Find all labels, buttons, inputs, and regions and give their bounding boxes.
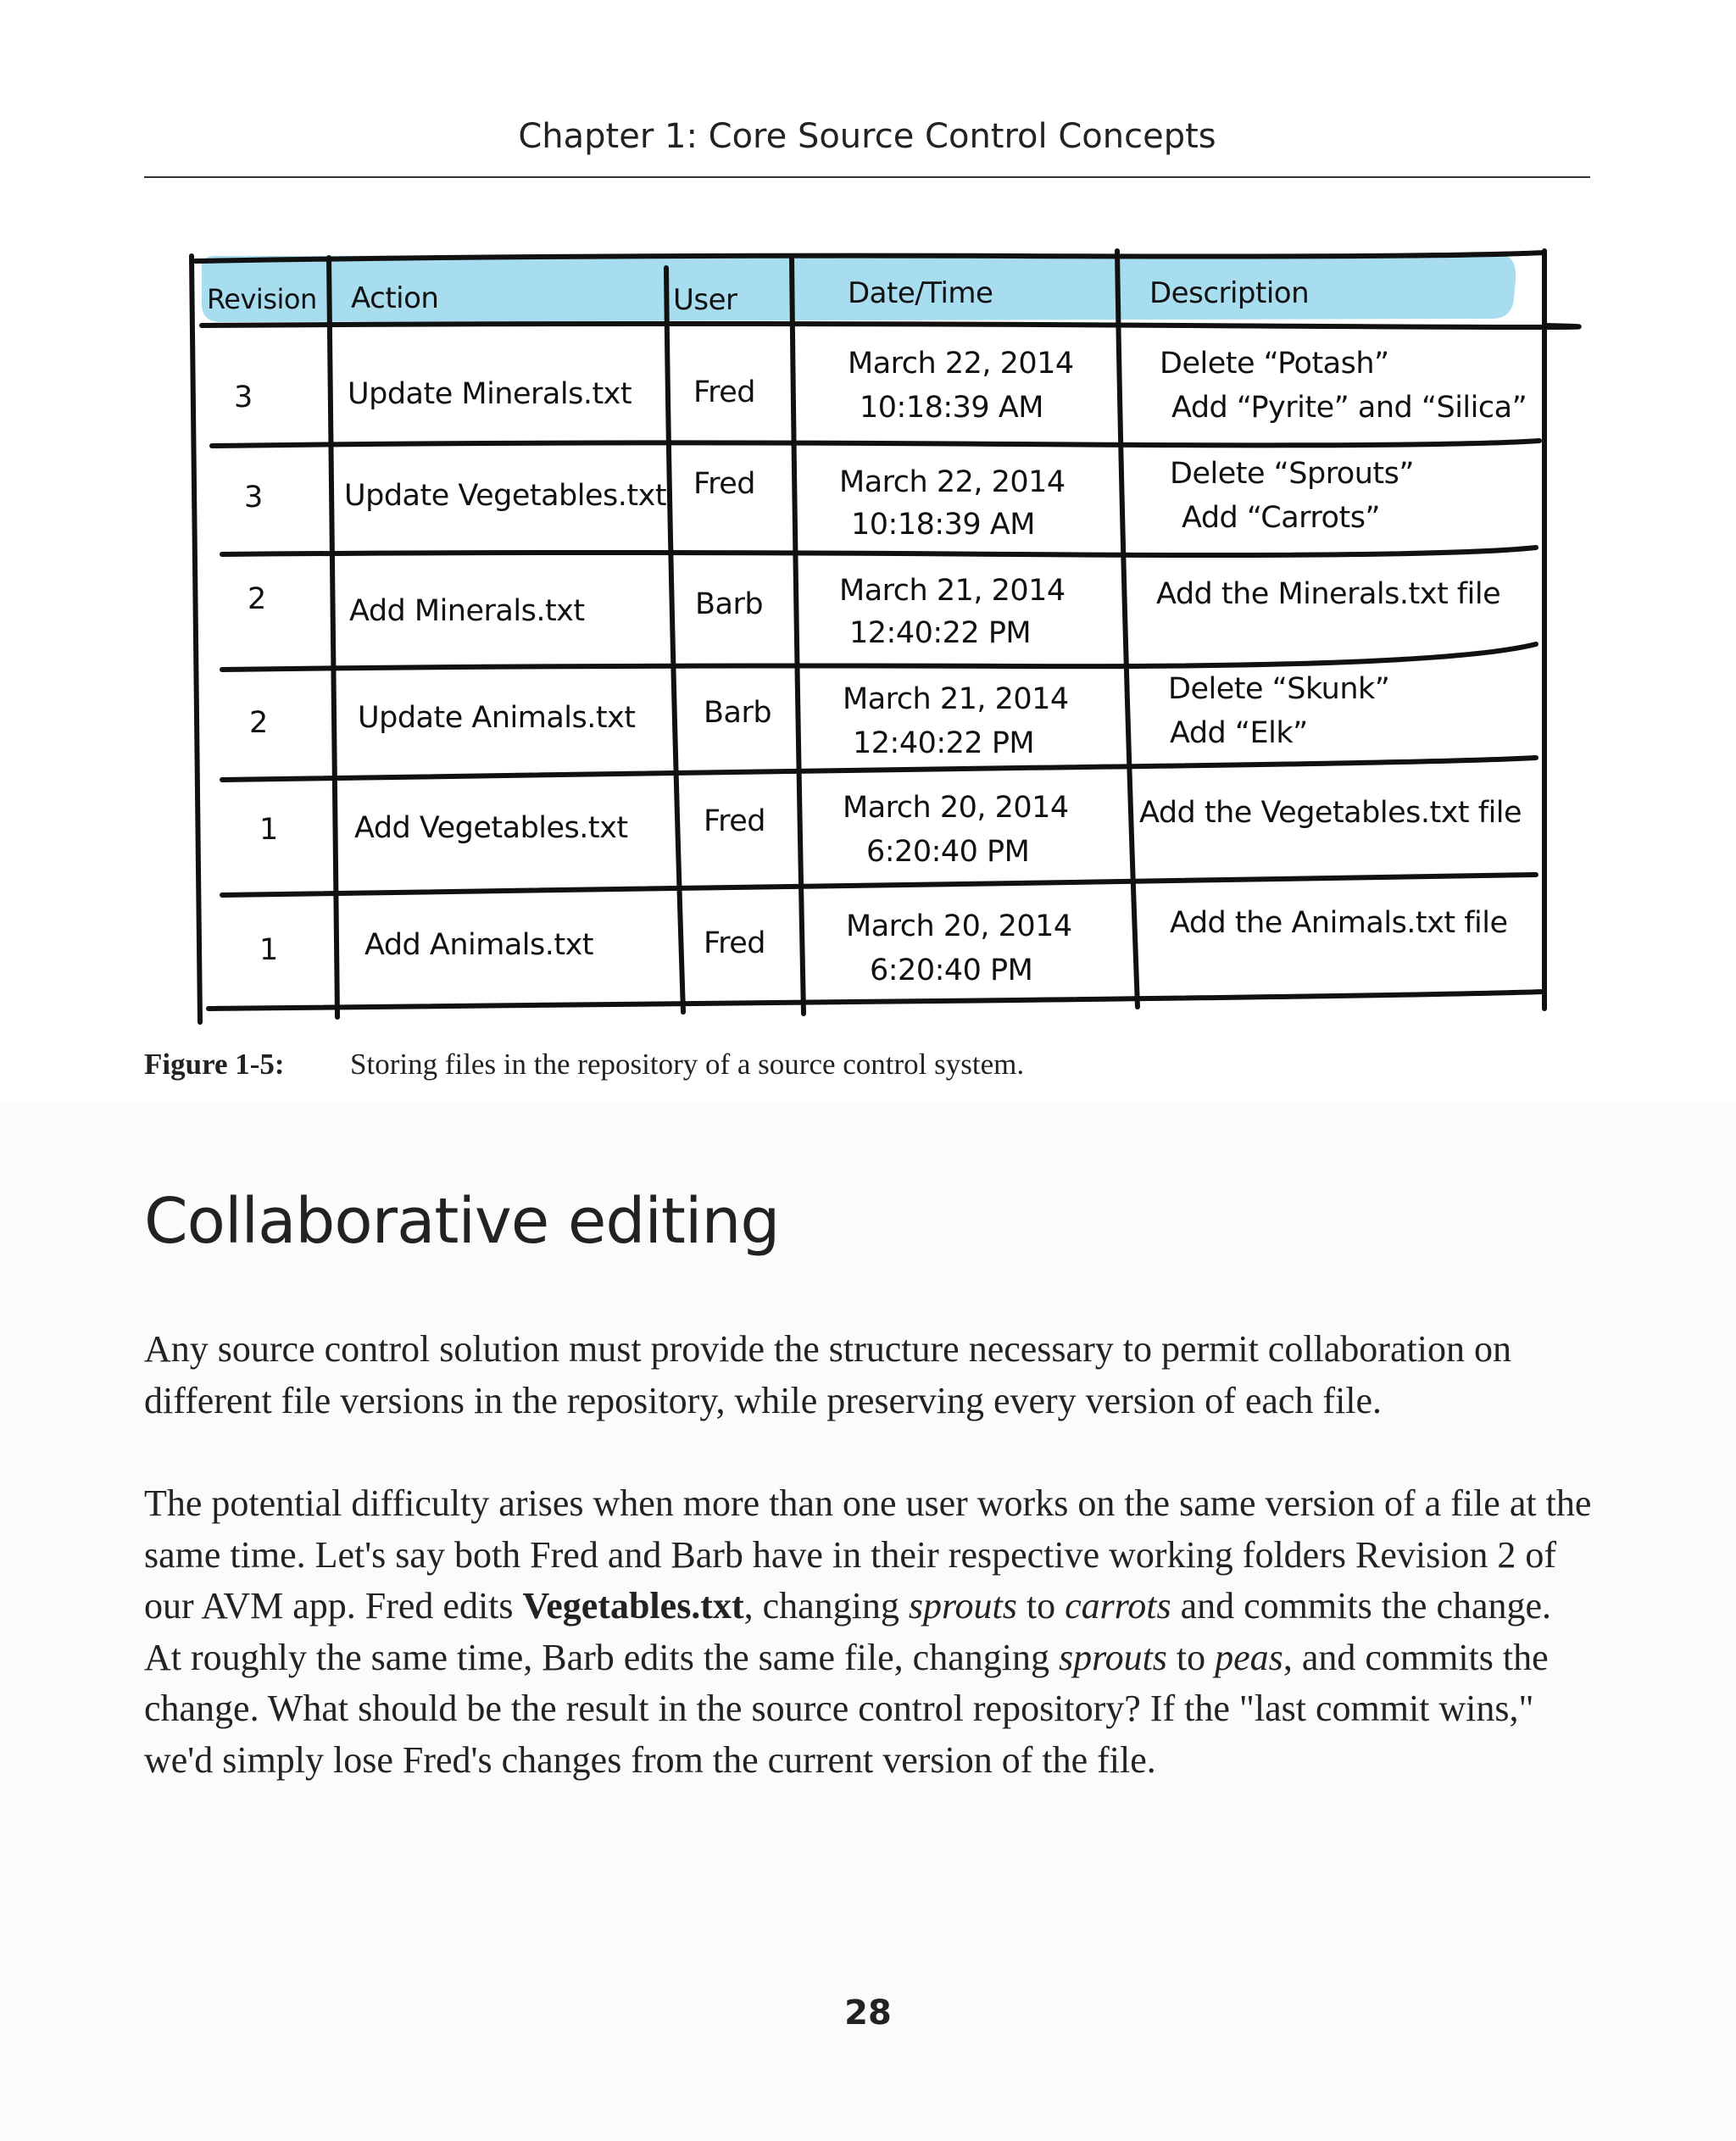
col-divider — [192, 256, 200, 1022]
table-row-4-desc-1: Delete “Skunk” — [1168, 672, 1390, 706]
table-row-4-revision: 2 — [249, 706, 268, 740]
table-row-5-date: March 20, 2014 — [843, 791, 1069, 825]
table-row-1-action: Update Minerals.txt — [348, 377, 632, 411]
row-divider — [209, 992, 1544, 1009]
table-row-3-time: 12:40:22 PM — [849, 616, 1032, 650]
table-row-2-desc-1: Delete “Sprouts” — [1170, 457, 1414, 491]
running-head: Chapter 1: Core Source Control Concepts — [518, 117, 1216, 156]
table-row-6-time: 6:20:40 PM — [870, 954, 1033, 987]
table-row-1-time: 10:18:39 AM — [860, 391, 1043, 425]
table-row-4-desc-2: Add “Elk” — [1170, 716, 1308, 750]
table-row-5-action: Add Vegetables.txt — [354, 811, 628, 845]
table-row-4-user: Barb — [704, 696, 772, 730]
header-action: Action — [351, 281, 439, 315]
para2-text-6: , and commits the change. What should be the result in the source control repository? If the "last commit wins," we'd simply lose Fred's changes from the current version of the file. — [144, 1636, 1549, 1781]
table-row-6-date: March 20, 2014 — [846, 909, 1072, 943]
para2-text-2: , changing — [743, 1585, 909, 1627]
table-row-1-desc-1: Delete “Potash” — [1160, 347, 1389, 381]
para2-italic-4: peas — [1215, 1636, 1283, 1678]
table-row-1-user: Fred — [693, 375, 755, 409]
table-row-6-revision: 1 — [259, 933, 278, 967]
table-row-3-revision: 2 — [248, 582, 266, 616]
para2-text-1: The potential difficulty arises when more than one user works on the same version of a file at the same time. Let's say both Fred and Barb have in their respective working folders Revision 2 of our AVM app. Fred edits — [144, 1482, 1592, 1627]
row-divider — [222, 875, 1536, 895]
col-divider — [329, 258, 337, 1017]
para2-text-5: to — [1166, 1636, 1216, 1678]
table-row-5-user: Fred — [704, 804, 765, 838]
header-description: Description — [1149, 276, 1310, 310]
para2-text-4: and commits the change. At roughly the same time, Barb edits the same file, changing — [144, 1585, 1552, 1678]
figure-caption — [144, 1048, 1024, 1082]
table-row-5-revision: 1 — [259, 813, 278, 847]
table-row-1-revision: 3 — [234, 381, 253, 414]
table-row-2-revision: 3 — [244, 481, 263, 514]
table-row-4-date: March 21, 2014 — [843, 682, 1069, 716]
para2-italic-3: sprouts — [1058, 1636, 1167, 1678]
header-user: User — [673, 283, 737, 317]
table-row-4-time: 12:40:22 PM — [853, 726, 1035, 760]
header-datetime: Date/Time — [848, 276, 993, 310]
para2-text-3: to — [1016, 1585, 1066, 1627]
table-row-2-time: 10:18:39 AM — [851, 508, 1035, 542]
table-row-2-user: Fred — [693, 467, 755, 501]
table-row-3-desc-1: Add the Minerals.txt file — [1156, 577, 1501, 611]
table-row-1-date: March 22, 2014 — [848, 347, 1074, 381]
para2-italic-2: carrots — [1065, 1585, 1171, 1627]
table-row-3-user: Barb — [695, 587, 764, 621]
table-row-2-desc-2: Add “Carrots” — [1182, 501, 1381, 535]
header-revision: Revision — [207, 283, 317, 315]
table-row-1-desc-2: Add “Pyrite” and “Silica” — [1171, 391, 1527, 425]
table-row-6-user: Fred — [704, 926, 765, 960]
header-divider — [202, 324, 1579, 327]
body-paragraph-1: Any source control solution must provide the structure necessary to permit collaboration on different file versions in the repository, while preserving every version of each file. — [144, 1328, 1511, 1421]
col-divider — [666, 268, 683, 1012]
col-divider — [1117, 251, 1138, 1007]
table-row-3-date: March 21, 2014 — [839, 574, 1066, 608]
figure-caption-text: Storing files in the repository of a source control system. — [350, 1048, 1025, 1081]
table-row-4-action: Update Animals.txt — [358, 701, 636, 735]
body-paragraph-2 — [144, 1478, 1595, 1786]
table-row-5-desc-1: Add the Vegetables.txt file — [1139, 796, 1522, 830]
page-number: 28 — [844, 1994, 892, 2033]
figure-label: Figure 1-5: — [144, 1048, 285, 1081]
table-row-6-action: Add Animals.txt — [364, 928, 594, 962]
table-row-5-time: 6:20:40 PM — [866, 835, 1030, 869]
section-title: Collaborative editing — [144, 1185, 780, 1258]
table-row-2-action: Update Vegetables.txt — [344, 479, 667, 513]
row-divider — [212, 441, 1539, 446]
table-row-3-action: Add Minerals.txt — [349, 594, 585, 628]
table-row-2-date: March 22, 2014 — [839, 465, 1066, 499]
para2-bold-filename: Vegetables.txt — [522, 1585, 744, 1627]
para2-italic-1: sprouts — [908, 1585, 1017, 1627]
col-divider — [792, 256, 804, 1014]
table-row-6-desc-1: Add the Animals.txt file — [1170, 906, 1508, 940]
row-divider — [222, 548, 1536, 555]
